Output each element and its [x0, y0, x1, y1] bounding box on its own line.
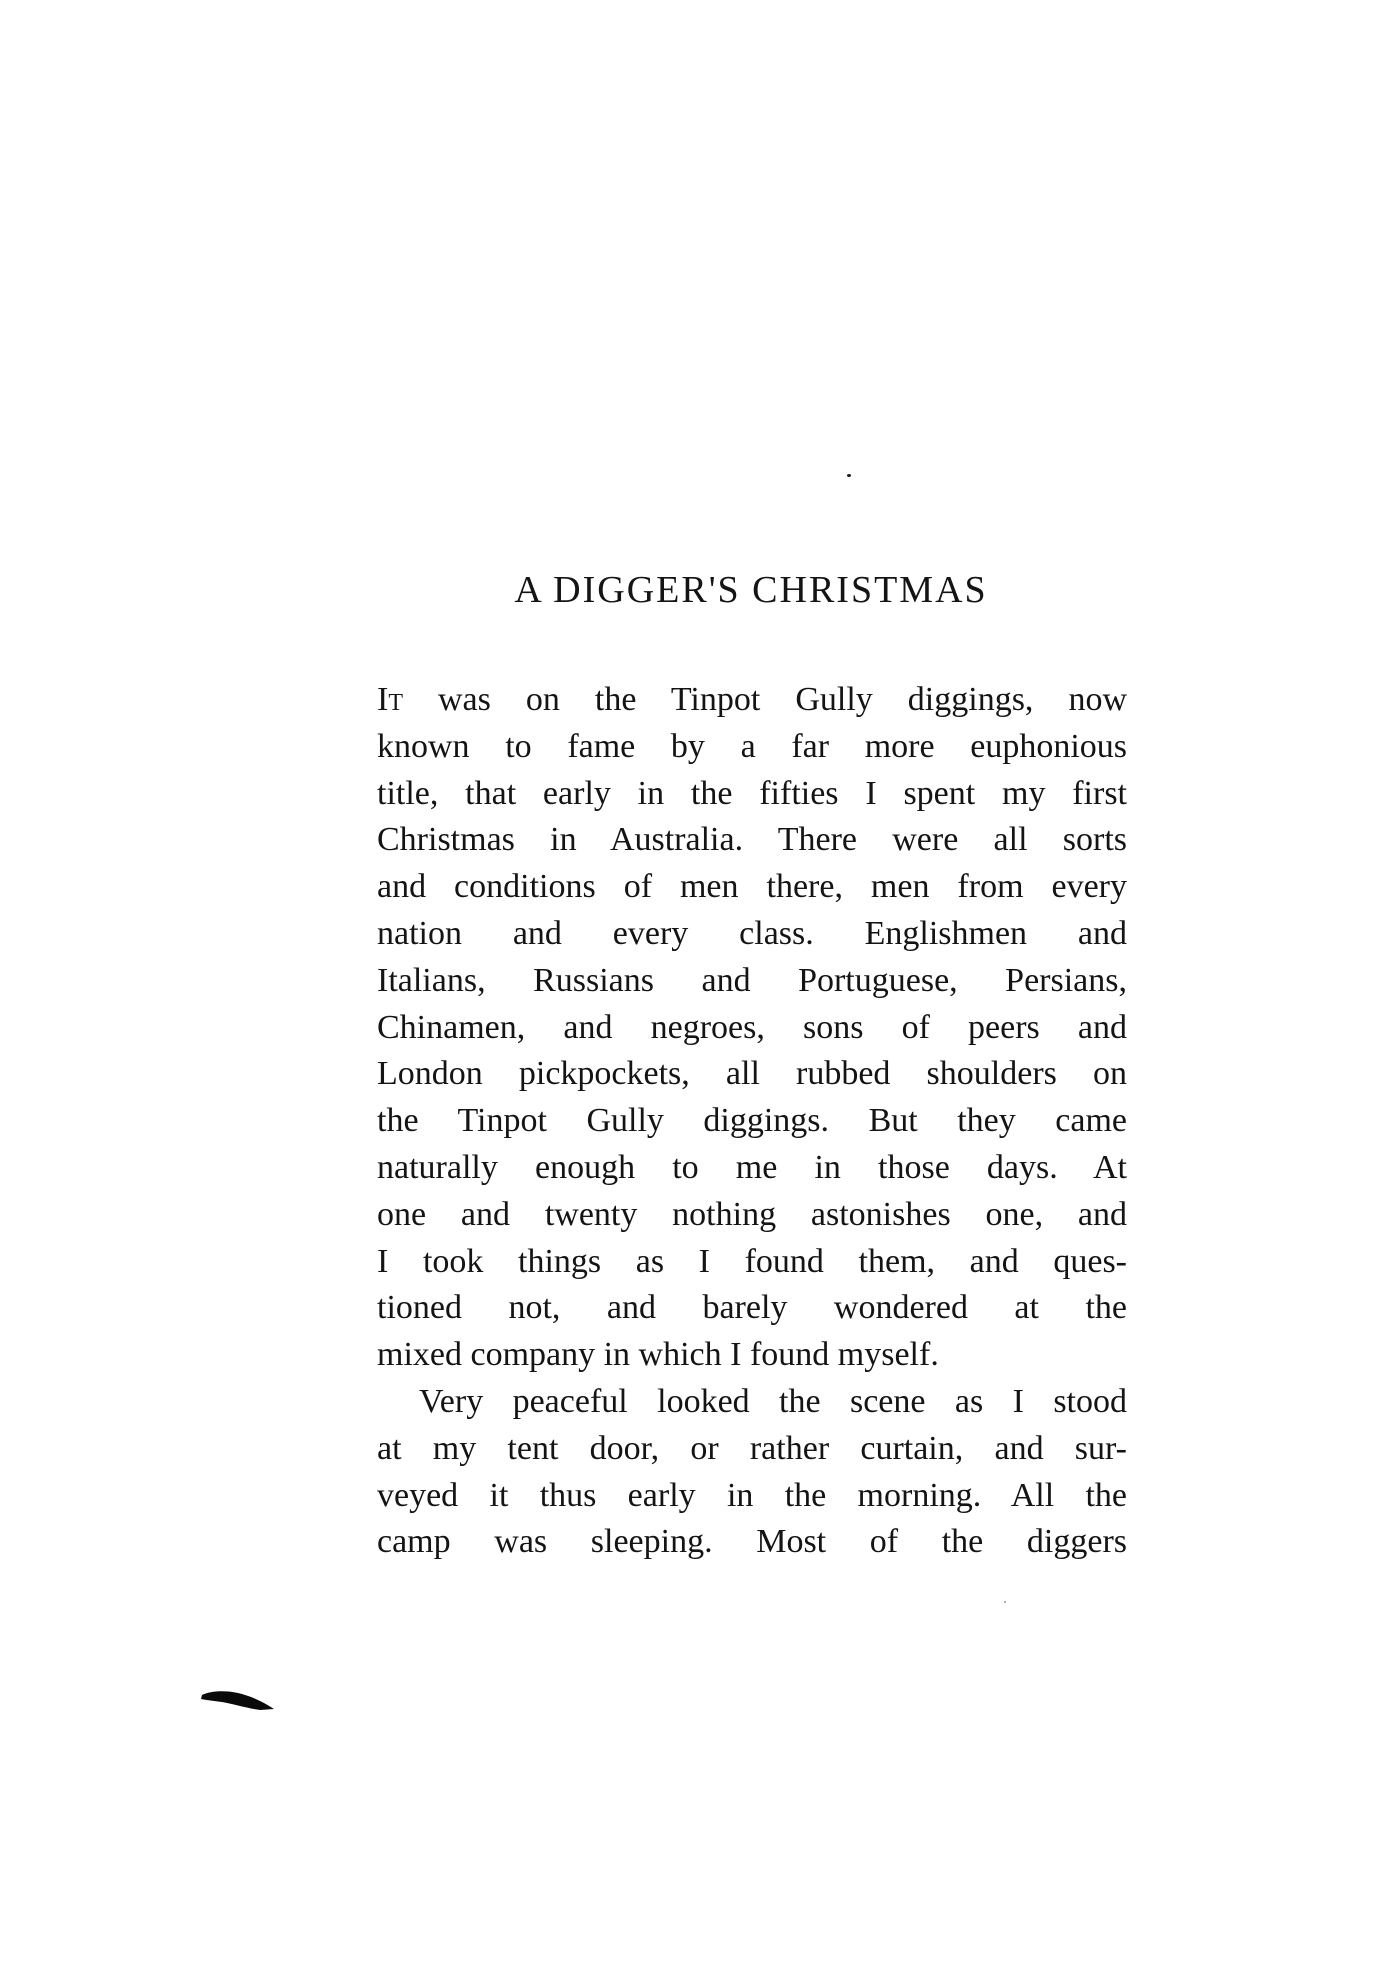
text-line-content: was on the Tinpot Gully diggings, now — [402, 681, 1127, 718]
text-line: camp was sleeping. Most of the diggers — [377, 1523, 1127, 1561]
text-line: London pickpockets, all rubbed shoulders on — [377, 1055, 1127, 1093]
chapter-title: A DIGGER'S CHRISTMAS — [514, 569, 988, 611]
text-line: Christmas in Australia. There were all sorts — [377, 821, 1127, 859]
text-line: Italians, Russians and Portuguese, Persians, — [377, 961, 1127, 999]
text-line: Very peaceful looked the scene as I stood — [419, 1382, 1127, 1420]
paragraph-2 — [377, 1379, 1127, 1566]
text-line: mixed company in which I found myself. — [377, 1336, 939, 1374]
text-line — [377, 677, 1127, 724]
text-line: veyed it thus early in the morning. All the — [377, 1476, 1127, 1514]
text-line: title, that early in the fifties I spent my first — [377, 774, 1127, 812]
body-text — [377, 677, 1127, 1566]
text-line: nation and every class. Englishmen and — [377, 914, 1127, 952]
ink-speck — [1004, 1601, 1006, 1603]
paragraph-1 — [377, 677, 1127, 1379]
text-line: Chinamen, and negroes, sons of peers and — [377, 1008, 1127, 1046]
text-line: naturally enough to me in those days. At — [377, 1148, 1127, 1186]
ink-blot-icon — [200, 1687, 276, 1711]
text-line: I took things as I found them, and ques- — [377, 1242, 1127, 1280]
text-line: the Tinpot Gully diggings. But they came — [377, 1102, 1127, 1140]
ink-speck — [847, 474, 851, 477]
text-line: known to fame by a far more euphonious — [377, 727, 1127, 765]
dropcap-word: It — [377, 681, 403, 718]
text-line: at my tent door, or rather curtain, and sur- — [377, 1429, 1127, 1467]
text-line: tioned not, and barely wondered at the — [377, 1289, 1127, 1327]
text-line: one and twenty nothing astonishes one, and — [377, 1195, 1127, 1233]
text-line: and conditions of men there, men from every — [377, 868, 1127, 906]
